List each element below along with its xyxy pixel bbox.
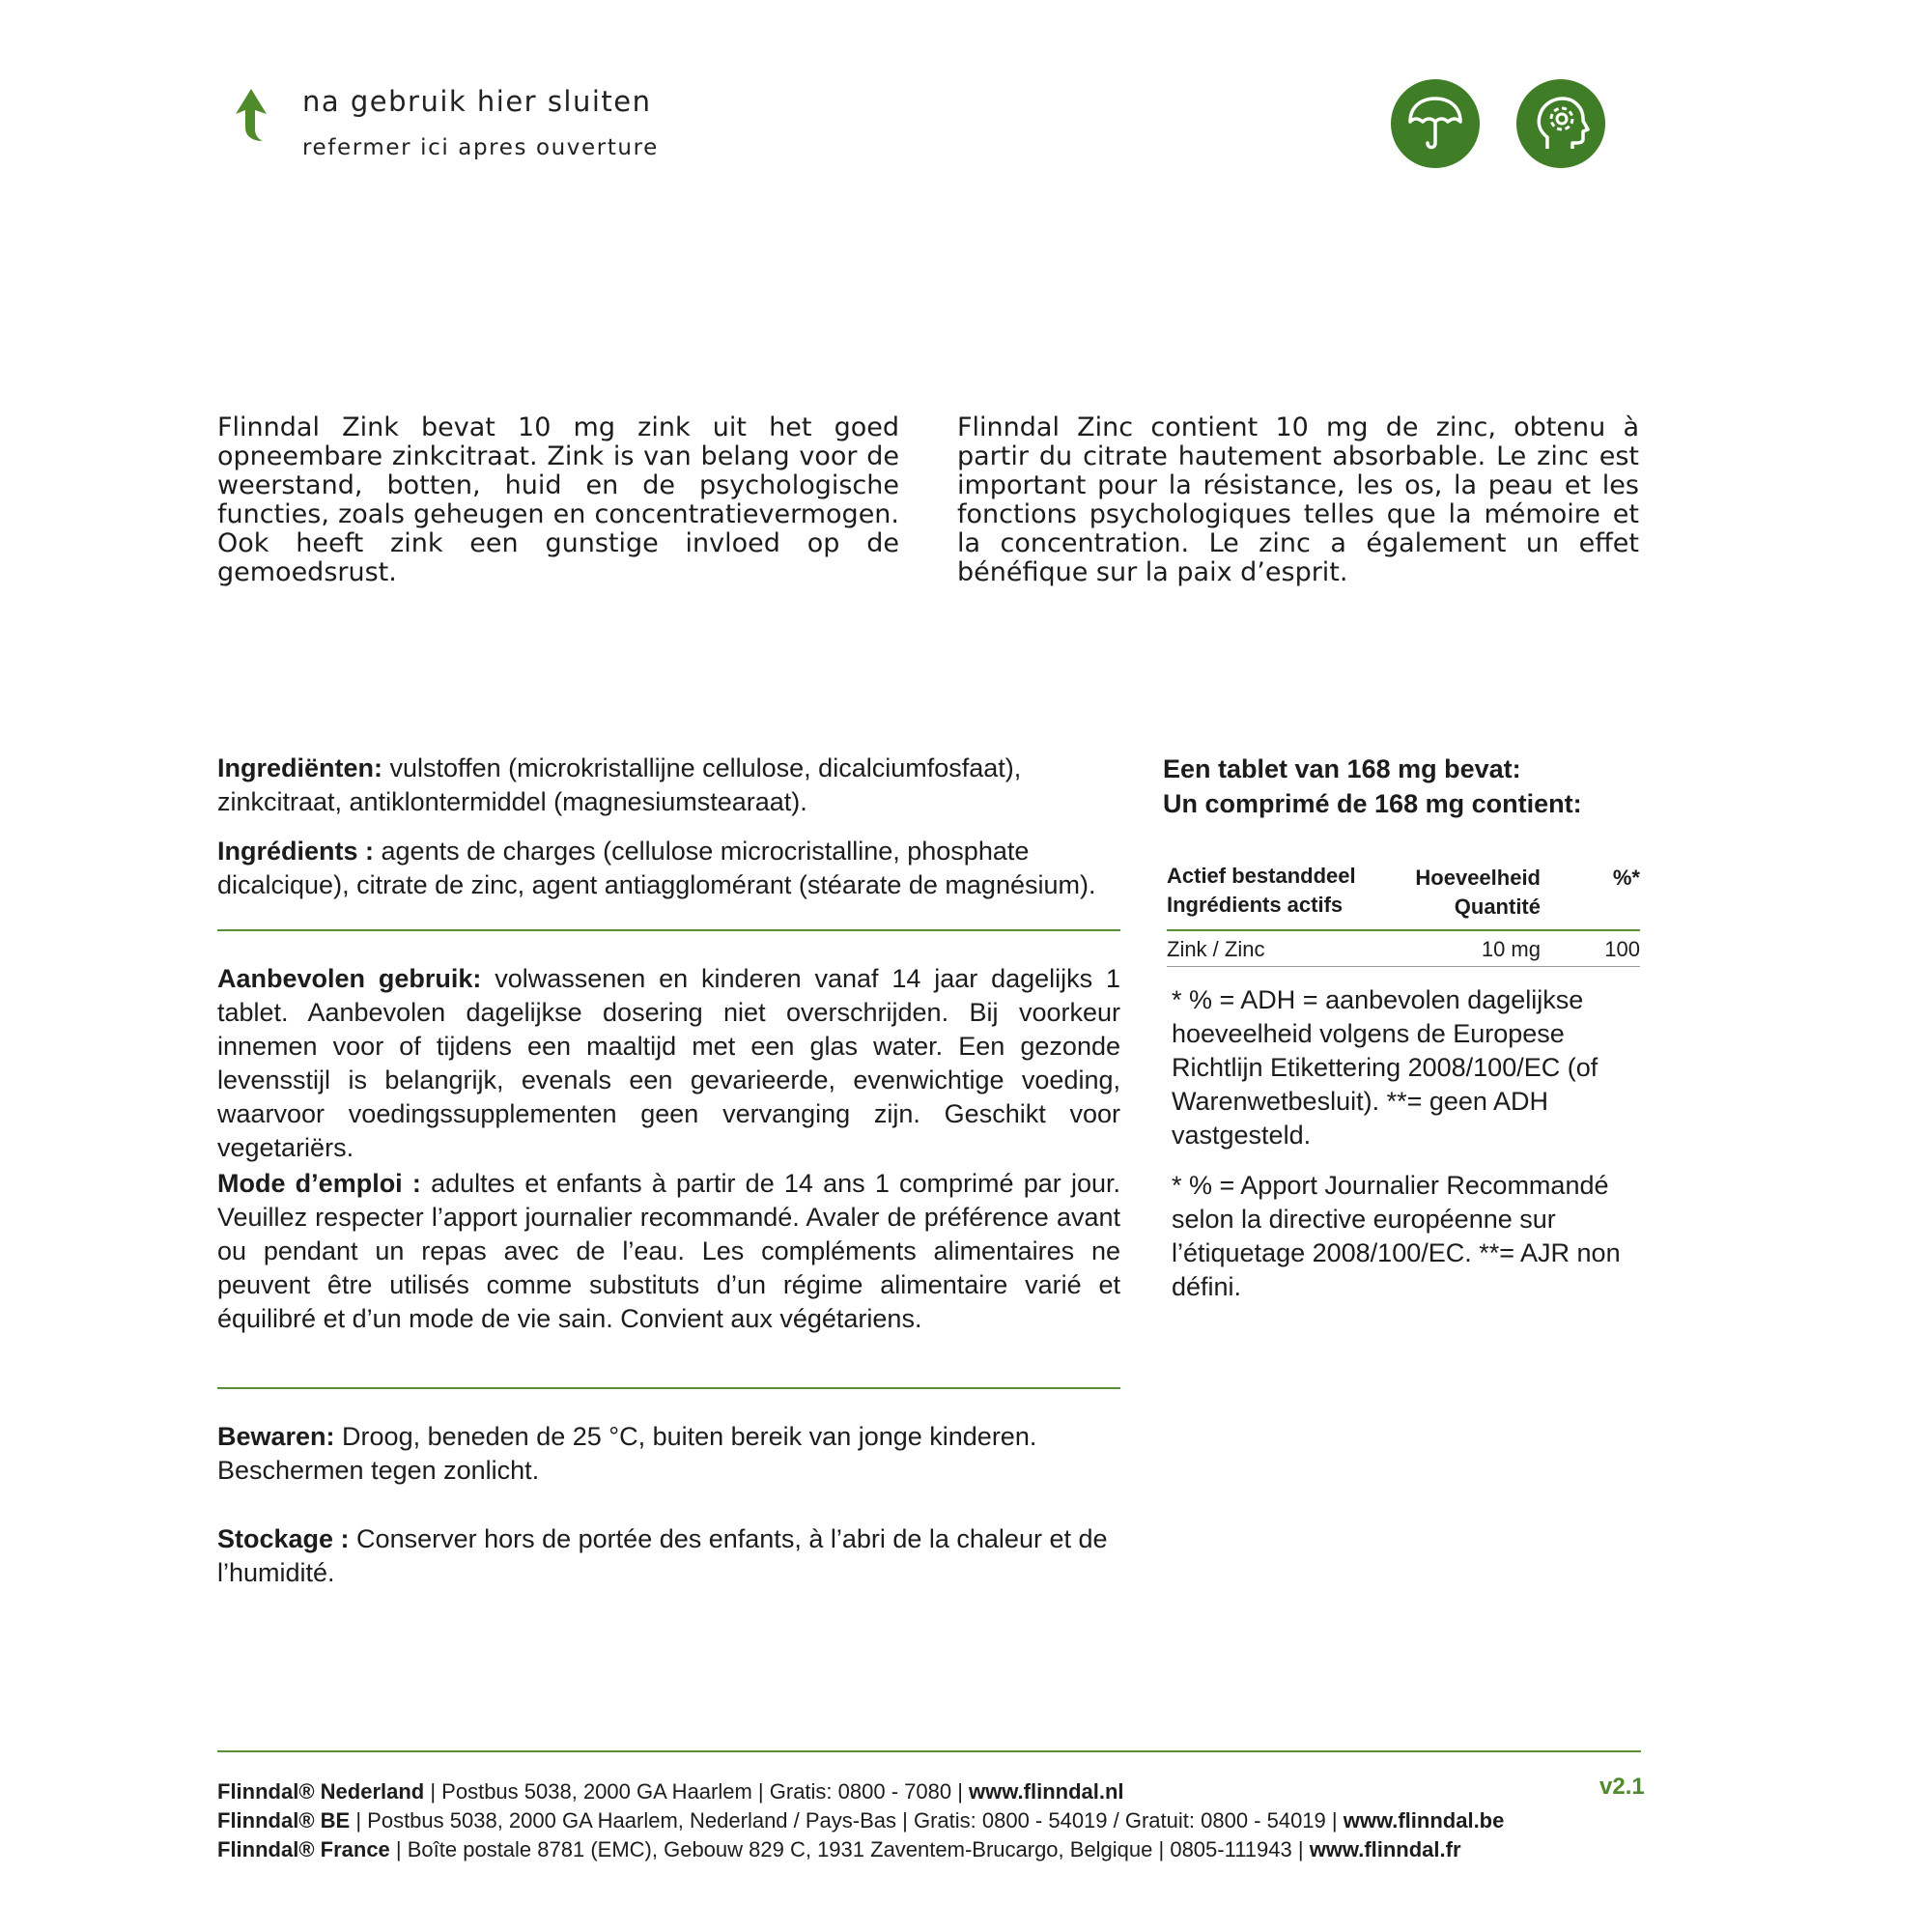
storage-fr-label: Stockage : — [217, 1524, 350, 1553]
table-row-percent: 100 — [1604, 937, 1640, 961]
col-amount-fr: Quantité — [1454, 895, 1541, 919]
address-be: | Postbus 5038, 2000 GA Haarlem, Nederland / Pays-Bas | Gratis: 0800 - 54019 / Gratuit: 0800 - 54019 | — [350, 1808, 1344, 1833]
ingredients-nl-label: Ingrediënten: — [217, 753, 383, 782]
brand-nl: Flinndal® Nederland — [217, 1779, 425, 1804]
footer-divider — [217, 1750, 1641, 1752]
storage-fr — [217, 1522, 1120, 1590]
close-instruction-fr: refermer ici apres ouverture — [302, 135, 659, 160]
storage-nl-label: Bewaren: — [217, 1422, 335, 1451]
usage-nl-text: volwassenen en kinderen vanaf 14 jaar dagelijks 1 tablet. Aanbevolen dagelijkse dosering niet overschrijden. Bij voorkeur innemen voor of tijdens een maaltijd met een glas water. Een gezonde levensstijl is belangrijk, evenals een gevarieerde, evenwichtige voeding, waarvoor voedingssupplementen geen vervanging zijn. Geschikt voor vegetariërs. — [217, 964, 1121, 1162]
footer-line-be — [217, 1806, 1504, 1835]
usage-fr — [217, 1167, 1120, 1336]
umbrella-icon — [1391, 79, 1480, 168]
col-percent: %* — [1612, 866, 1640, 890]
arrow-up-icon — [230, 89, 272, 141]
divider — [217, 929, 1120, 931]
version-label: v2.1 — [1599, 1774, 1645, 1800]
usage-fr-label: Mode d’emploi : — [217, 1169, 421, 1198]
rdi-note-fr: * % = Apport Journalier Recommandé selon la directive européenne sur l’étiquetage 2008/100/EC. **= AJR non défini. — [1172, 1171, 1621, 1301]
col-active-ingredient-fr: Ingrédients actifs — [1167, 893, 1344, 917]
table-divider — [1167, 929, 1640, 931]
brand-fr: Flinndal® France — [217, 1837, 390, 1861]
usage-nl — [217, 962, 1120, 1165]
storage-nl-text: Droog, beneden de 25 °C, buiten bereik van jonge kinderen. Beschermen tegen zonlicht. — [217, 1422, 1037, 1485]
ingredients-fr-text: agents de charges (cellulose microcristalline, phosphate dicalcique), citrate de zinc, agent antiagglomérant (stéarate de magnésium). — [217, 837, 1096, 899]
ingredients-fr — [217, 835, 1120, 902]
close-instruction-nl: na gebruik hier sluiten — [302, 85, 652, 118]
storage-nl — [217, 1420, 1120, 1488]
ingredients-fr-label: Ingrédients : — [217, 837, 375, 866]
intro-nl: Flinndal Zink bevat 10 mg zink uit het goed opneembare zinkcitraat. Zink is van belang voor de weerstand, botten, huid en de psychologische functies, zoals geheugen en concentratievermogen. Ook heeft zink een gunstige invloed op de gemoedsrust. — [217, 412, 899, 587]
col-amount-nl: Hoeveelheid — [1415, 866, 1541, 890]
footer-line-nl — [217, 1777, 1504, 1806]
rdi-note-nl: * % = ADH = aanbevolen dagelijkse hoeveelheid volgens de Europese Richtlijn Etikettering 2008/100/EC (of Warenwetbesluit). **= geen ADH vastgesteld. — [1172, 985, 1599, 1150]
footer-contacts — [217, 1777, 1504, 1864]
table-bottom-line — [1167, 966, 1640, 967]
website-link-be[interactable]: www.flinndal.be — [1343, 1808, 1505, 1833]
composition-heading-nl: Een tablet van 168 mg bevat: — [1163, 754, 1521, 783]
footer-line-fr — [217, 1835, 1504, 1864]
brand-be: Flinndal® BE — [217, 1808, 351, 1833]
website-link-fr[interactable]: www.flinndal.fr — [1309, 1837, 1461, 1861]
table-row-name: Zink / Zinc — [1167, 937, 1265, 961]
usage-nl-label: Aanbevolen gebruik: — [217, 964, 482, 993]
ingredients-nl-text: vulstoffen (microkristallijne cellulose, dicalciumfosfaat), zinkcitraat, antiklontermiddel (magnesiumstearaat). — [217, 753, 1022, 816]
divider — [217, 1387, 1120, 1389]
website-link-nl[interactable]: www.flinndal.nl — [969, 1779, 1124, 1804]
ingredients-nl — [217, 752, 1120, 819]
table-row-amount: 10 mg — [1481, 937, 1541, 961]
address-fr: | Boîte postale 8781 (EMC), Gebouw 829 C, 1931 Zaventem-Brucargo, Belgique | 0805-111943 | — [389, 1837, 1310, 1861]
usage-fr-text: adultes et enfants à partir de 14 ans 1 comprimé par jour. Veuillez respecter l’apport journalier recommandé. Avaler de préférence avant ou pendant un repas avec de l’eau. Les compléments alimentaires ne peuvent être utilisés comme substituts d’un régime alimentaire varié et équilibré et d’un mode de vie sain. Convient aux végétariens. — [217, 1169, 1120, 1333]
storage-fr-text: Conserver hors de portée des enfants, à l’abri de la chaleur et de l’humidité. — [217, 1524, 1108, 1587]
col-active-ingredient-nl: Actief bestanddeel — [1167, 864, 1356, 888]
head-gear-icon — [1516, 79, 1605, 168]
intro-fr: Flinndal Zinc contient 10 mg de zinc, obtenu à partir du citrate hautement absorbable. Le zinc est important pour la résistance, les os, la peau et les fonctions psychologiques telles que la mémoire et la concentration. Le zinc a également un effet bénéfique sur la paix d’esprit. — [957, 412, 1639, 587]
composition-heading — [1163, 752, 1582, 821]
composition-heading-fr: Un comprimé de 168 mg contient: — [1163, 789, 1582, 818]
address-nl: | Postbus 5038, 2000 GA Haarlem | Gratis: 0800 - 7080 | — [424, 1779, 970, 1804]
